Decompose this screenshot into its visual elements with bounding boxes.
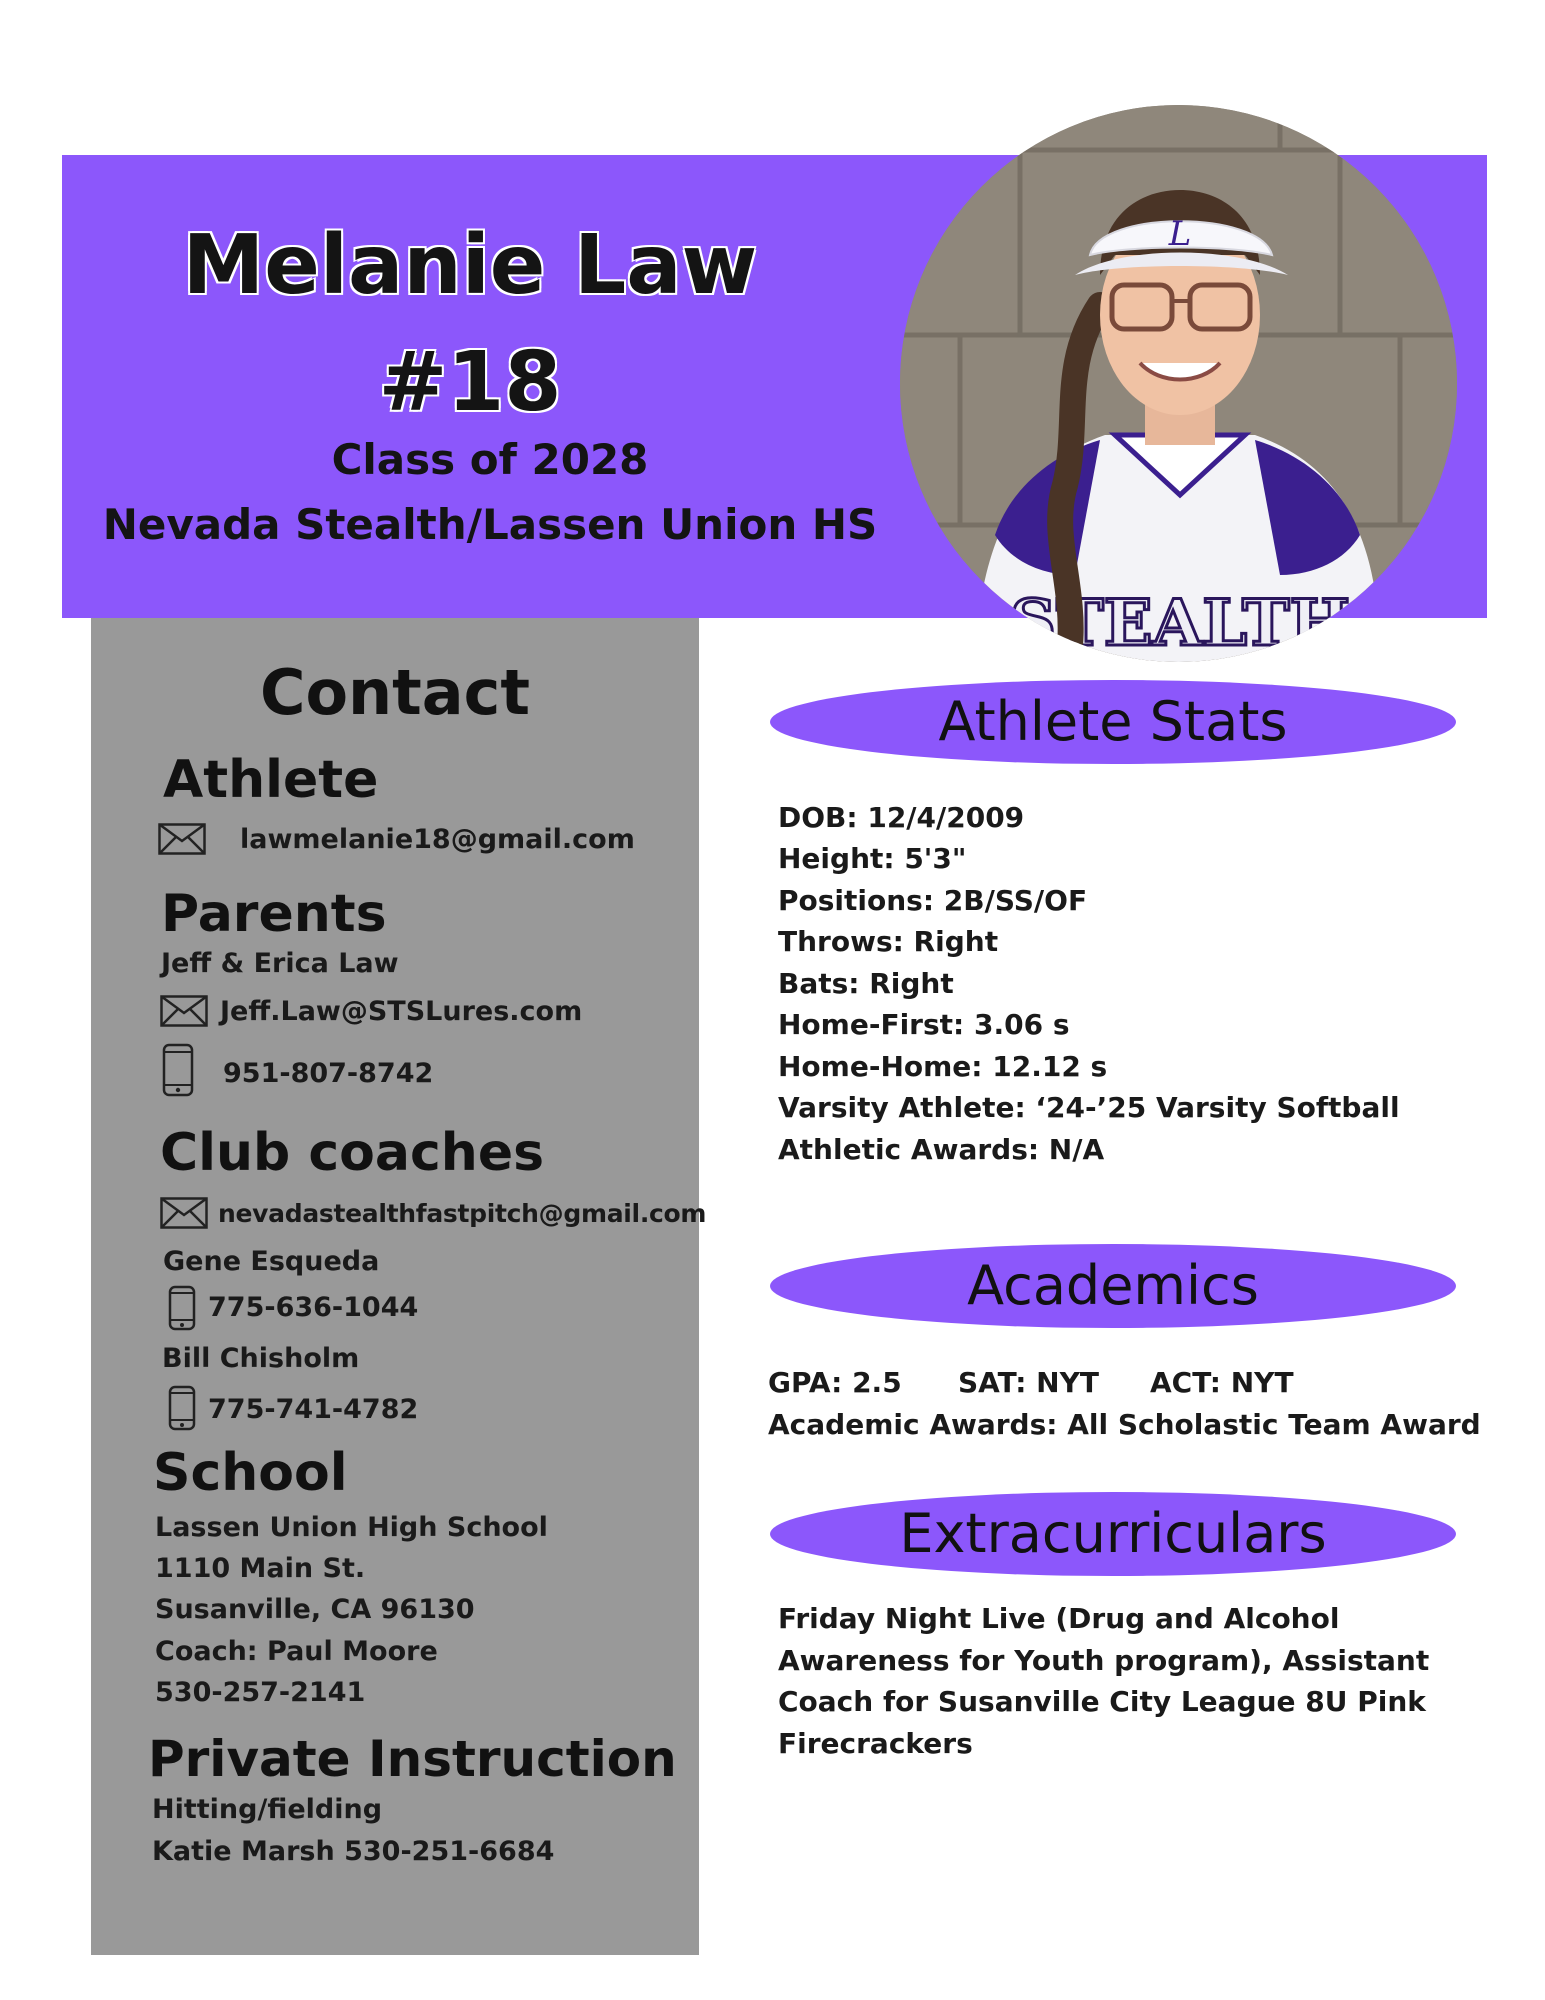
coach1-phone-link[interactable]: 775-636-1044 [208,1292,419,1323]
private-instruction-heading: Private Instruction [148,1730,677,1788]
extracurriculars-heading: Extracurriculars [770,1492,1456,1576]
school-line: Coach: Paul Moore [155,1636,438,1667]
class-year: Class of 2028 [331,435,649,484]
private-line: Hitting/fielding [152,1794,383,1825]
school-heading: School [153,1443,348,1503]
parents-phone-link[interactable]: 951-807-8742 [223,1058,434,1089]
coach1-name: Gene Esqueda [163,1246,380,1277]
stat-line: DOB: 12/4/2009 [778,801,1025,834]
act-value: ACT: NYT [1150,1366,1294,1399]
athlete-heading: Athlete [163,750,379,810]
extracurricular-line: Awareness for Youth program), Assistant [778,1644,1430,1677]
envelope-icon [160,995,208,1031]
parents-names: Jeff & Erica Law [161,948,399,979]
athlete-photo [900,105,1457,662]
coach2-phone-link[interactable]: 775-741-4782 [208,1394,419,1425]
stat-line: Home-Home: 12.12 s [778,1050,1108,1083]
envelope-icon [160,1197,208,1233]
school-line: Lassen Union High School [155,1512,548,1543]
extracurricular-line: Firecrackers [778,1727,973,1760]
stat-line: Athletic Awards: N/A [778,1133,1105,1166]
extracurricular-line: Coach for Susanville City League 8U Pink [778,1685,1426,1718]
sat-value: SAT: NYT [958,1366,1099,1399]
athlete-name: Melanie Law [182,218,758,313]
school-line: 1110 Main St. [155,1553,366,1584]
club-coaches-heading: Club coaches [160,1123,545,1183]
athlete-photo-illustration [900,105,1457,662]
stat-line: Bats: Right [778,967,954,1000]
jersey-lettering: STEALTH [1009,586,1351,661]
extracurricular-line: Friday Night Live (Drug and Alcohol [778,1602,1340,1635]
private-line: Katie Marsh 530-251-6684 [152,1836,555,1867]
stat-line: Throws: Right [778,925,999,958]
athlete-stats-heading: Athlete Stats [770,680,1456,764]
envelope-icon [158,823,206,859]
school-line: 530-257-2141 [155,1677,366,1708]
athlete-email-link[interactable]: lawmelanie18@gmail.com [240,824,635,855]
parents-heading: Parents [161,884,387,944]
contact-title: Contact [259,656,531,729]
stat-line: Home-First: 3.06 s [778,1008,1070,1041]
stat-line: Height: 5'3" [778,842,967,875]
coach2-name: Bill Chisholm [162,1343,360,1374]
school-line: Susanville, CA 96130 [155,1594,475,1625]
stat-line: Varsity Athlete: ‘24-’25 Varsity Softball [778,1091,1400,1124]
stat-line: Positions: 2B/SS/OF [778,884,1088,917]
jersey-number: #18 [378,335,562,430]
team-school: Nevada Stealth/Lassen Union HS [102,500,878,549]
club-email-link[interactable]: nevadastealthfastpitch@gmail.com [218,1199,707,1228]
gpa-value: GPA: 2.5 [768,1366,902,1399]
academic-awards: Academic Awards: All Scholastic Team Award [768,1408,1481,1441]
phone-icon [168,1285,196,1335]
academics-heading: Academics [770,1244,1456,1328]
visor-logo: L [1168,214,1192,254]
parents-email-link[interactable]: Jeff.Law@STSLures.com [220,996,583,1027]
phone-icon [168,1385,196,1435]
phone-icon [162,1043,194,1101]
